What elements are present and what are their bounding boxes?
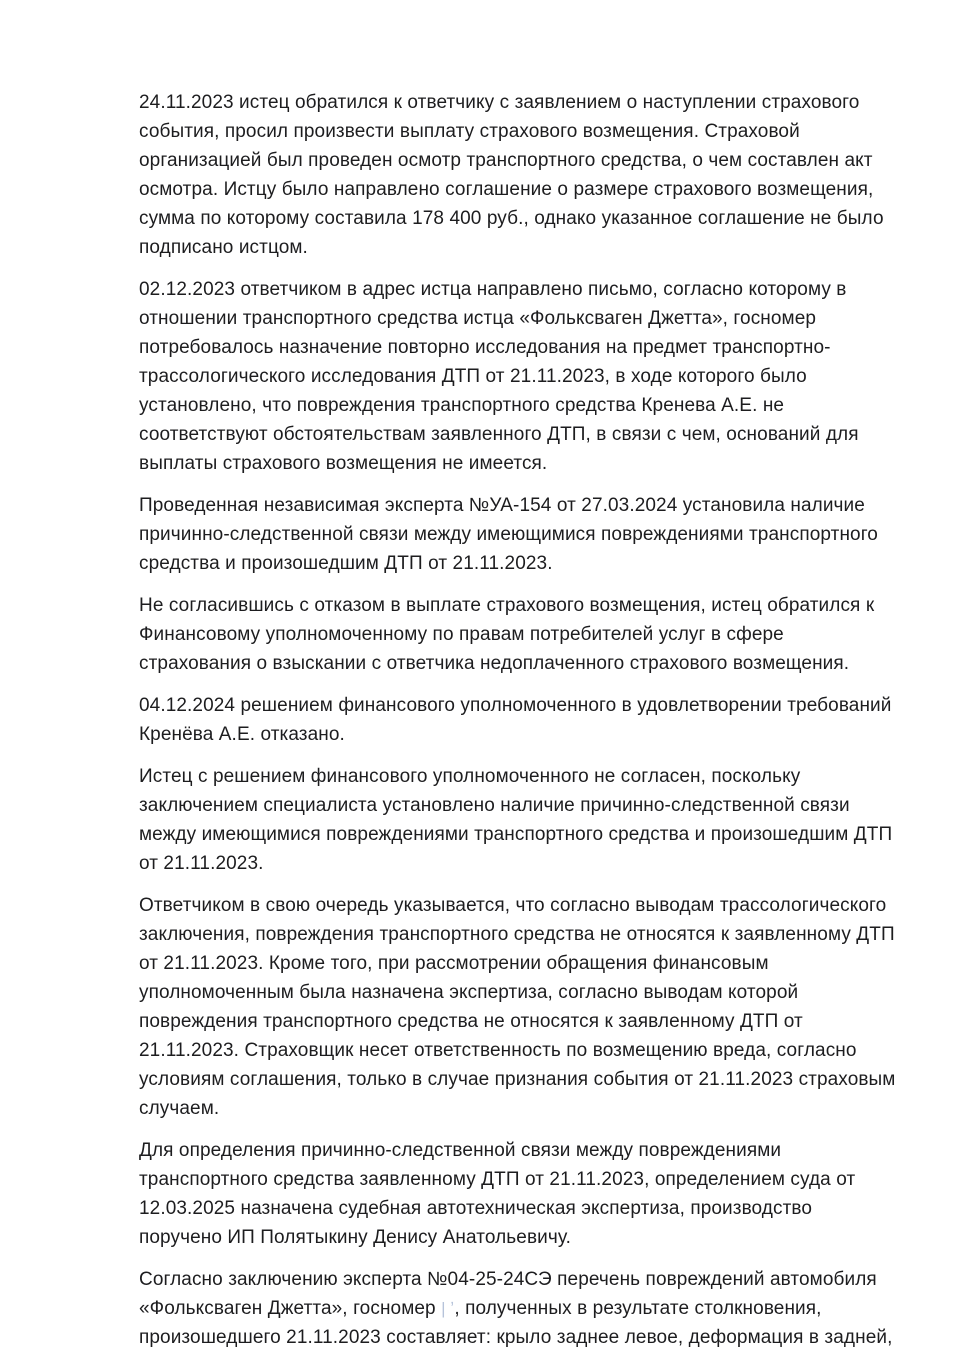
paragraph-court-expertise-order: Для определения причинно-следственной связи между повреждениями транспортного средства заявленному ДТП от 21.11.2023, определением суда от 12.03.2025 назначена судебная автотехническая экспертиза, производство поручено ИП Полятыкину Денису Анатольевичу. <box>139 1140 856 1248</box>
redacted-plate-number: | ʼ <box>441 1299 455 1318</box>
paragraph-expert-conclusion <box>139 1265 896 1352</box>
expert-conclusion-text-after: , полученных в результате столкновения, произошедшего 21.11.2023 составляет: крыло заднее левое, деформация в задней, <box>139 1298 893 1348</box>
paragraph-independent-expertise: Проведенная независимая эксперта №УА-154 от 27.03.2024 установила наличие причинно-следственной связи между имеющимися повреждениями транспортного средства и произошедшим ДТП от 21.11.2023. <box>139 495 878 574</box>
expert-conclusion-text-before: Согласно заключению эксперта №04-25-24СЭ перечень повреждений автомобиля «Фольксваген Джетта», госномер <box>139 1269 877 1319</box>
paragraph-refusal-letter: 02.12.2023 ответчиком в адрес истца направлено письмо, согласно которому в отношении транспортного средства истца «Фольксваген Джетта», госномер потребовалось назначение повторно исследования на предмет транспортно-трассологического исследования ДТП от 21.11.2023, в ходе которого было установлено, что повреждения транспортного средства Кренева А.Е. не соответствуют обстоятельствам заявленного ДТП, в связи с чем, оснований для выплаты страхового возмещения не имеется. <box>139 279 859 474</box>
paragraph-plaintiff-disagreement: Истец с решением финансового уполномоченного не согласен, поскольку заключением специалиста установлено наличие причинно-следственной связи между имеющимися повреждениями транспортного средства и произошедшим ДТП от 21.11.2023. <box>139 766 893 874</box>
paragraph-ombudsman-decision: 04.12.2024 решением финансового уполномоченного в удовлетворении требований Кренёва А.Е. отказано. <box>139 695 892 745</box>
document-body <box>139 88 896 1365</box>
paragraph-defendant-position: Ответчиком в свою очередь указывается, что согласно выводам трассологического заключения, повреждения транспортного средства не относятся к заявленному ДТП от 21.11.2023. Кроме того, при рассмотрении обращения финансовым уполномоченным была назначена экспертиза, согласно выводам которой повреждения транспортного средства не относятся к заявленному ДТП от 21.11.2023. Страховщик несет ответственность по возмещению вреда, согласно условиям соглашения, только в случае признания события от 21.11.2023 страховым случаем. <box>139 895 896 1119</box>
paragraph-ombudsman-appeal: Не согласившись с отказом в выплате страхового возмещения, истец обратился к Финансовому уполномоченному по правам потребителей услуг в сфере страхования о взыскании с ответчика недоплаченного страхового возмещения. <box>139 595 875 674</box>
paragraph-claim-filed: 24.11.2023 истец обратился к ответчику с заявлением о наступлении страхового события, просил произвести выплату страхового возмещения. Страховой организацией был проведен осмотр транспортного средства, о чем составлен акт осмотра. Истцу было направлено соглашение о размере страхового возмещения, сумма по которому составила 178 400 руб., однако указанное соглашение не было подписано истцом. <box>139 92 884 258</box>
